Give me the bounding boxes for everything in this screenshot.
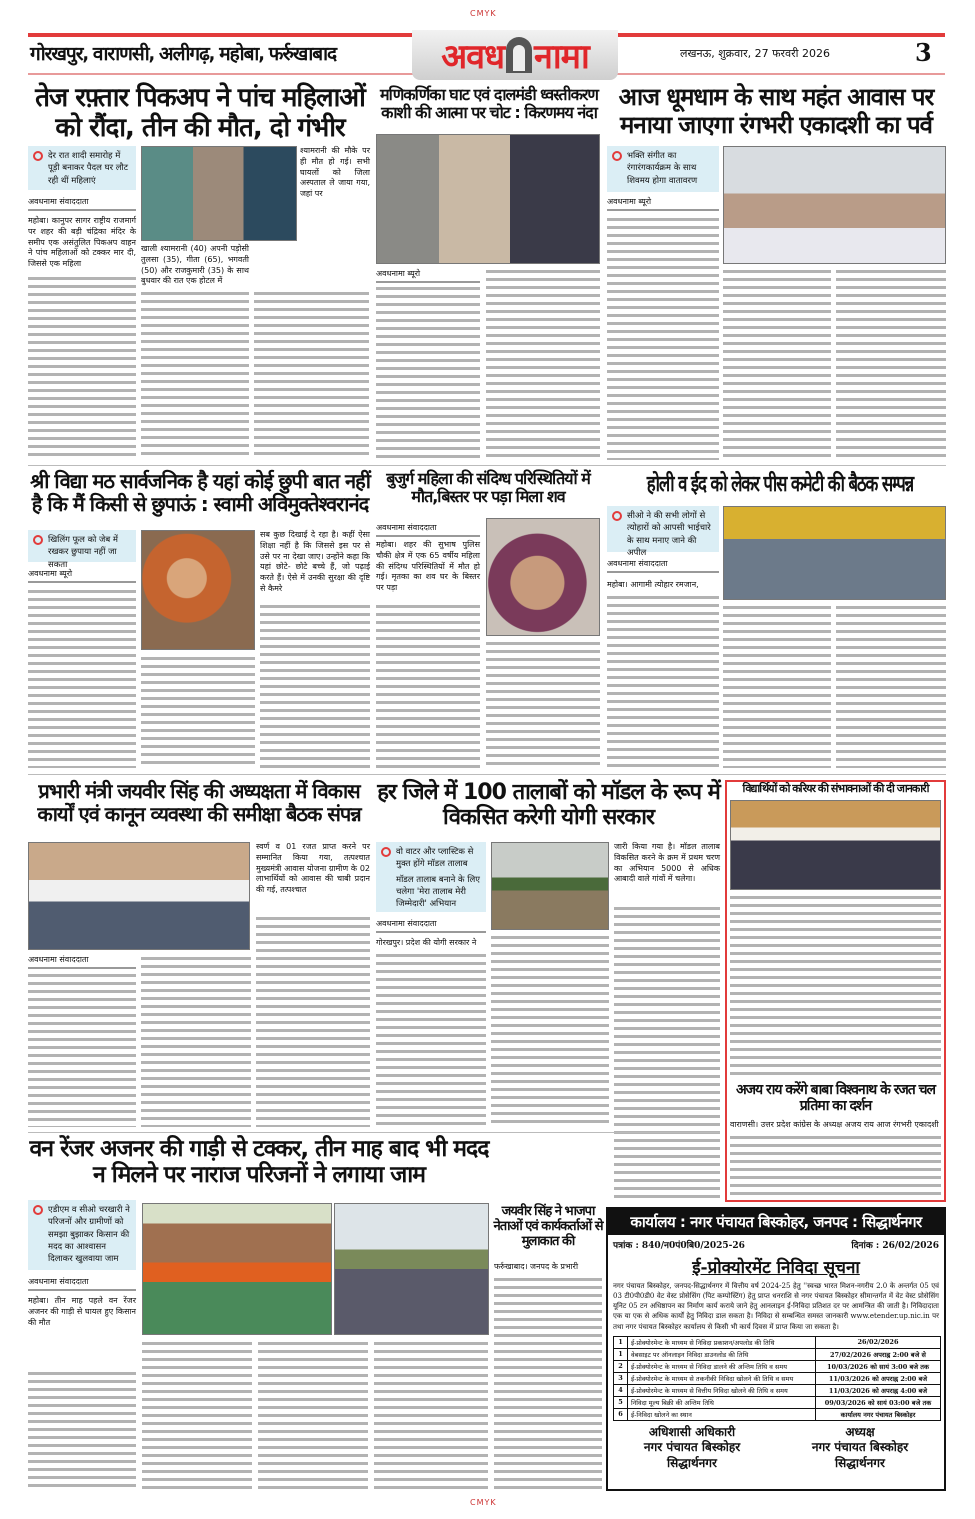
bullet-box [607,146,719,192]
schedule-row [614,1348,941,1360]
headline-model-ponds: हर जिले में 100 तालाबों को मॉडल के रूप में विकसित करेगी योगी सरकार [377,780,720,831]
crowd-photo [334,1203,489,1335]
body-text [28,588,136,768]
logo-text-right: नामा [533,37,589,77]
pond-photo [491,842,609,930]
page-number: 3 [915,38,932,67]
article-body: महोबा। आगामी त्योहार रमजान, [607,580,719,592]
tender-notice [606,1207,946,1491]
newspaper-logo [412,30,618,80]
body-text [260,603,370,768]
bullet-box [376,842,486,912]
headline-shri-vidya: श्री विद्या मठ सार्वजनिक है यहां कोई छुपी बात नहीं है कि मैं किसी से छुपाऊं : स्वामी अविमुक्तेश्वरानंद [30,469,370,516]
notice-office: कार्यालय : नगर पंचायत बिस्कोहर, जनपद : सिद्धार्थनगर [608,1209,944,1235]
row-item: ई-प्रोक्योरमेन्ट के माध्यम से निविदा डालने की अन्तिम तिथि व समय [628,1360,816,1372]
byline: अवधनामा ब्यूरो [607,196,719,211]
body-text [730,1134,941,1198]
notice-date: दिनांक : 26/02/2026 [851,1241,939,1251]
row-number: 1 [614,1336,628,1348]
byline: अवधनामा संवाददाता [28,196,136,211]
signatory-executive-officer: अधिशासी अधिकारी नगर पंचायत बिस्कोहर सिद्धार्थनगर [643,1424,741,1470]
row-number: 3 [614,1372,628,1384]
body-text [491,934,609,1127]
byline: अवधनामा ब्यूरो [28,568,136,583]
bullet-text: सीओ ने की सभी लोगों से त्योहारों को आपसी भाईचारे के साथ मनाए जाने की अपील [627,511,711,558]
row-value: 11/03/2026 को अपराह्न 4:00 बजे [816,1384,941,1396]
bullet-icon [33,151,43,161]
body-text [836,268,946,460]
letter-number: पत्रांक : 840/न0पं0बि0/2025-26 [613,1241,745,1251]
bullet-text: देर रात शादी समारोह में पूड़ी बनाकर पैदल घर लौट रही थीं महिलाएं [48,151,129,186]
body-text [607,216,719,460]
body-text [254,290,369,460]
body-text [730,894,941,1078]
article-body: जारी किया गया है। मॉडल तालाब विकसित करने के क्रम में प्रथम चरण का अभियान 5000 से अधिक आबादी वाले गांवों में चलेगा। [614,842,720,902]
headline-jayveer-review: प्रभारी मंत्री जयवीर सिंह की अध्यक्षता में विकास कार्यों एवं कानून व्यवस्था की समीक्षा बैठक संपन्न [37,779,361,826]
bullet-icon [612,151,622,161]
divider [28,465,946,466]
headline-ajay-rai: अजय राय करेंगे बाबा विश्वनाथ के रजत चल प्रतिमा का दर्शन [735,1082,936,1115]
bullet-icon [612,511,622,521]
article-body: महोबा। शहर की सुभाष पुलिस चौकी क्षेत्र में एक 65 वर्षीय महिला की संदिग्ध परिस्थितियों में मौत हो गई। मृतका का शव घर के बिस्तर पर पड़ा [376,540,480,600]
row-number: 1 [614,1348,628,1360]
notice-paragraph: नगर पंचायत बिस्कोहर, जनपद-सिद्धार्थनगर में वित्तीय वर्ष 2024-25 हेतु ''स्वच्छ भारत मिशन-नगरीय 2.0 के अन्तर्गत 05 एवं 03 टी0पी0डी0 वेट वेस्ट प्रोसेसिंग (पिट कम्पोस्टिंग) हेतु प्राप्त धनराशि से नगर पंचायत बिस्कोहर सीमान्तर्गत में वेट वेस्ट प्रोसेसिंग यूनिट 05 टन अधिष्ठापन का निर्माण कार्य कराये जाने हेतु आनलाइन ई-निविदा प्रतिशत दर पर आमन्त्रित की जाती है। निविदादाता एक या एक से अधिक कार्यों हेतु निविदा डाल सकता है। निविदा से सम्बन्धित समस्त जानकारी www.etender.up.nic.in पर तथा नगर पंचायत बिस्कोहर कार्यालय से किसी भी कार्य दिवस में प्राप्त किया जा सकता है। [613,1282,939,1331]
body-text [28,1370,136,1490]
body-text [376,952,486,1127]
body-text [486,268,600,460]
woman-photo [486,518,600,636]
row-item: निविदा मूल्य बिक्री की अन्तिम तिथि [628,1396,816,1408]
row-value: कार्यालय नगर पंचायत बिस्कोहर [816,1408,941,1420]
victims-photo [141,146,297,241]
byline: अवधनामा संवाददाता [28,954,136,969]
bullet-icon [381,847,391,857]
headline-ranger: वन रेंजर अजनर की गाड़ी से टक्कर, तीन माह बाद भी मदद न मिलने पर नाराज परिजनों ने लगाया जाम [29,1136,489,1189]
body-text [376,603,480,768]
signatory-chairman: अध्यक्ष नगर पंचायत बिस्कोहर सिद्धार्थनगर [811,1424,909,1470]
body-text [723,604,831,768]
byline: अवधनामा संवाददाता [28,1276,136,1291]
bullet-text: मॉडल तालाब बनाने के लिए चलेगा 'मेरा तालाब मेरी जिम्मेदारी' अभियान [396,874,480,910]
byline: अवधनामा ब्यूरो [376,268,480,283]
divider [28,774,946,775]
row-item: ई-प्रोक्योरमेन्ट के माध्यम से वित्तीय निविदा खोलने की तिथि व समय [628,1384,816,1396]
bullet-text: भक्ति संगीत का रंगारंगकार्यक्रम के साथ शिवमय होगा वातावरण [627,151,698,186]
bullet-box [28,1200,136,1270]
schedule-row [614,1408,941,1420]
divider [28,1132,720,1133]
bullet-box [607,506,719,558]
notice-title: ई-प्रोक्योरमेंट निविदा सूचना [692,1258,860,1278]
schedule-row [614,1372,941,1384]
headline-bjp-meeting: जयवीर सिंह ने भाजपा नेताओं एवं कार्यकर्ताओं से मुलाकात की [493,1204,603,1249]
row-value: 11/03/2026 को अपराह्न 2:00 बजे [816,1372,941,1384]
bullet-icon [33,1205,43,1215]
registration-mark: CMYK [470,9,497,18]
headline-manikarnika: मणिकर्णिका घाट एवं दालमंडी ध्वस्तीकरण काशी की आत्मा पर चोट : किरणमय नंदा [380,85,598,123]
row-item: वेबसाइट पर ऑनलाइन निविदा डाउनलोड की तिथि [628,1348,816,1360]
schedule-row [614,1336,941,1348]
bullet-icon [33,535,43,545]
body-text [494,1276,602,1490]
article-body: गोरखपुर। प्रदेश की योगी सरकार ने [376,938,486,950]
dome-icon [506,37,532,73]
headline-pickup: तेज रफ़्तार पिकअप ने पांच महिलाओं को रौंदा, तीन की मौत, दो गंभीर [35,83,365,143]
article-body: स्वर्ण व 01 रजत प्राप्त करने पर सम्मानित किया गया, तत्पश्चात मुख्यमंत्री आवास योजना ग्रामीण के 02 लाभार्थियों को आवास की चाबी प्रदान की गई, तत्पश्चात [256,842,370,912]
dateline: लखनऊ, शुक्रवार, 27 फरवरी 2026 [680,47,831,60]
body-text [28,972,136,1127]
body-text [723,268,831,460]
article-body: महोबा। कानुपर सागर राष्ट्रीय राजमार्ग पर शहर की बड़ी चंद्रिका मंदिर के समीप एक असंतुलित पिकअप वाहन ने पांच महिलाओं को टक्कर मार दी, जिससे एक महिला [28,216,136,460]
article-body: महोबा। तीन माह पहले वन रेंजर अजनर की गाड़ी से घायल हुए किसान की मौत [28,1296,136,1366]
headline-career: विद्यार्थियों को करियर की संभावनाओं की दी जानकारी [742,782,929,795]
body-text [836,604,946,768]
press-photo [723,146,946,264]
students-photo [730,800,941,890]
byline: अवधनामा संवाददाता [376,522,480,537]
body-text [614,905,720,1200]
byline: अवधनामा संवाददाता [376,918,486,933]
body-text [258,1340,368,1490]
row-value: 26/02/2026 [816,1336,941,1348]
row-item: ई-प्रोक्योरमेन्ट के माध्यम से तकनीकी निविदा खोलने की तिथि व समय [628,1372,816,1384]
bullet-box [28,146,136,190]
article-body: सब कुछ दिखाई दे रहा है। कहीं ऐसा शिक्षा नहीं है कि जिससे इस पर से उसे पर ना देखा जाए। उन्होंने कहा कि यहां छोटे- छोटे बच्चे हैं, जो पढ़ाई करते हैं। ऐसे में उनकी सुरक्षा की दृष्टि से कैमरे [260,530,370,600]
row-item: ई-निविदा खोलने का स्थान [628,1408,816,1420]
bullet-text: एडीएम व सीओ चरखारी ने परिजनों और ग्रामीणों को समझा बुझाकर किसान की मदद का आश्वासन दिलाकर खुलवाया जाम [48,1205,130,1265]
row-number: 6 [614,1408,628,1420]
article-body: फर्रुखाबाद। जनपद के प्रभारी [494,1262,602,1274]
bullet-text: वो वाटर और प्लास्टिक से मुक्त होंगे मॉडल तालाब [396,847,474,870]
swami-photo [141,530,255,650]
body-text [374,1340,488,1490]
press-photo [376,134,600,264]
body-text [376,285,480,460]
review-meeting-photo [28,842,250,950]
headline-elderly-woman: बुजुर्ग महिला की संदिग्ध परिस्थितियों में मौत,बिस्तर पर पड़ा मिला शव [386,469,590,507]
row-value: 27/02/2026 अपराह्न 2:00 बजे से [816,1348,941,1360]
body-text [28,275,136,460]
article-body: खाली श्यामरानी (40) अपनी पड़ोसी तुलसा (35), गीता (65), भगवती (50) और राजकुमारी (35) के साथ बुधवार की रात एक होटल में [141,244,249,460]
edition-cities: गोरखपुर, वाराणसी, अलीगढ़, महोबा, फर्रुखाबाद [30,43,337,65]
body-text [141,655,255,768]
row-number: 4 [614,1384,628,1396]
meeting-photo [723,506,946,600]
body-text [141,290,249,460]
row-value: 10/03/2026 को सायं 3:00 बजे तक [816,1360,941,1372]
row-number: 5 [614,1396,628,1408]
logo-text-left: अवध [441,37,504,77]
headline-peace-committee: होली व ईद को लेकर पीस कमेटी की बैठक सम्पन्न [646,472,913,497]
body-text [141,955,251,1127]
row-value: 09/03/2026 को सायं 03:00 बजे तक [816,1396,941,1408]
schedule-row [614,1360,941,1372]
registration-mark: CMYK [470,1498,497,1507]
body-text [607,594,719,768]
body-text [486,640,600,768]
article-body: वाराणसी। उत्तर प्रदेश कांग्रेस के अध्यक्ष अजय राय आज रंगभरी एकादशी [730,1120,941,1132]
body-text [256,915,370,1127]
byline: अवधनामा संवाददाता [607,558,719,573]
bullet-box [28,530,136,570]
bullet-text: खिलिंग फूल को जेब में रखकर छुपाया नहीं जा सकता [48,535,119,570]
body-text [142,1340,252,1490]
article-body: श्यामरानी की मौके पर ही मौत हो गई। सभी घायलों को जिला अस्पताल ले जाया गया, जहां पर [300,146,370,266]
protest-photo [142,1203,332,1335]
row-number: 2 [614,1360,628,1372]
row-item: ई-प्रोक्योरमेन्ट के माध्यम से निविदा प्रकाशन/अपलोड की तिथि [628,1336,816,1348]
tender-schedule-table [613,1336,941,1421]
headline-ekadashi: आज धूमधाम के साथ महंत आवास पर मनाया जाएगा रंगभरी एकादशी का पर्व [618,83,934,139]
schedule-row [614,1396,941,1408]
schedule-row [614,1384,941,1396]
